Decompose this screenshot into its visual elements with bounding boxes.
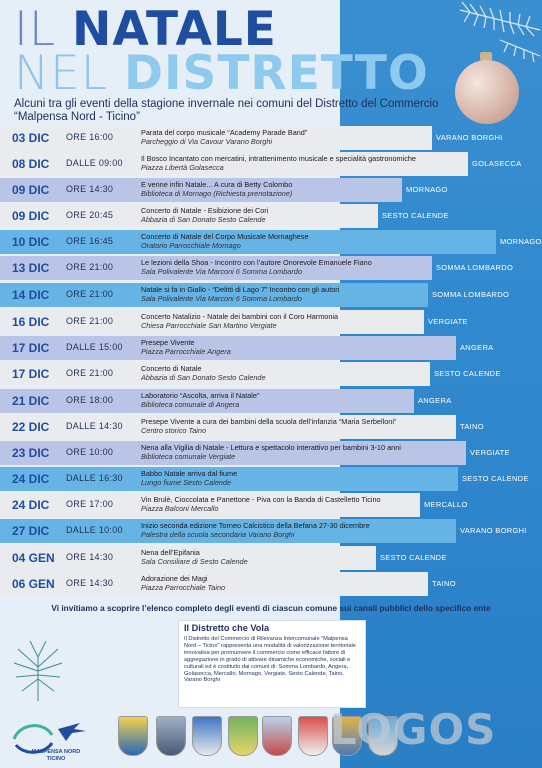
event-time: ORE 17:00	[66, 499, 114, 509]
event-row	[0, 519, 542, 543]
event-time: ORE 14:30	[66, 578, 114, 588]
event-location: Piazza Parrocchiale Angera	[141, 347, 231, 356]
event-town: VARANO BORGHI	[460, 526, 527, 535]
event-date: 10 DIC	[12, 235, 50, 249]
event-title: Laboratorio “Ascolta, arriva il Natale”	[141, 391, 260, 400]
event-town: MERCALLO	[424, 500, 468, 509]
event-row	[0, 362, 542, 386]
event-date: 14 DIC	[12, 288, 50, 302]
title-nel: NEL	[14, 46, 109, 101]
event-title: Concerto di Natale	[141, 364, 202, 373]
event-time: ORE 10:00	[66, 447, 114, 457]
event-time: DALLE 16:30	[66, 473, 123, 483]
event-date: 06 GEN	[12, 577, 55, 591]
event-date: 21 DIC	[12, 394, 50, 408]
event-date: 23 DIC	[12, 446, 50, 460]
event-description	[141, 469, 237, 487]
event-town: SOMMA LOMBARDO	[436, 263, 514, 272]
event-town: SESTO CALENDE	[382, 211, 449, 220]
event-date: 09 DIC	[12, 183, 50, 197]
event-location: Biblioteca comunale di Angera	[141, 400, 240, 409]
event-row	[0, 283, 542, 307]
event-time: ORE 18:00	[66, 395, 114, 405]
event-town: VERGIATE	[428, 317, 468, 326]
event-row	[0, 204, 542, 228]
event-row	[0, 493, 542, 517]
event-title: Concerto di Natale del Corpo Musicale Mornaghese	[141, 232, 309, 241]
event-town: TAINO	[460, 422, 484, 431]
event-time: DALLE 09:00	[66, 158, 123, 168]
event-date: 17 DIC	[12, 367, 50, 381]
event-time: DALLE 10:00	[66, 525, 123, 535]
event-location: Lungo fiume Sesto Calende	[141, 478, 232, 487]
event-time: ORE 14:30	[66, 552, 114, 562]
event-title: Presepe Vivente	[141, 338, 195, 347]
event-row	[0, 126, 542, 150]
info-box-text: Il Distretto del Commercio di Rilevanza Intercomunale “Malpensa Nord – Ticino” rappresenta una modalità di valorizzazione territoriale innovativa per promuovere il commercio come efficace fattore di aggregazione in grado di attivare dinamiche economiche, sociali e culturali ed è costituito dai comuni di: Somma Lombardo, Angera, Golasecca, Mercallo, Mornago, Vergiate, Sesto Calende, Taino, Varano Borghi	[184, 636, 356, 684]
event-town: GOLASECCA	[472, 159, 522, 168]
title-distretto: DISTRETTO	[124, 46, 429, 101]
event-town: VERGIATE	[470, 448, 510, 457]
title-il: IL	[14, 2, 57, 57]
event-title: Inizio seconda edizione Torneo Calcistico della Befana 27-30 dicembre	[141, 521, 370, 530]
title-natale: NATALE	[72, 2, 277, 57]
event-row	[0, 336, 542, 360]
event-description	[141, 154, 416, 172]
event-town: SESTO CALENDE	[434, 369, 501, 378]
event-title: Adorazione dei Magi	[141, 574, 208, 583]
event-date: 16 DIC	[12, 315, 50, 329]
event-title: Presepe Vivente a cura dei bambini della scuola dell’infanzia “Maria Serbelloni”	[141, 417, 397, 426]
event-location: Centro storico Taino	[141, 426, 207, 435]
logo-text	[28, 749, 84, 763]
event-location: Piazza Parrocchiale Taino	[141, 583, 226, 592]
event-row	[0, 310, 542, 334]
event-description	[141, 391, 259, 409]
event-description	[141, 258, 372, 276]
event-date: 08 DIC	[12, 157, 50, 171]
event-row	[0, 441, 542, 465]
event-location: Palestra della scuola secondaria Varano Borghi	[141, 530, 295, 539]
event-time: DALLE 14:30	[66, 421, 123, 431]
event-description	[141, 128, 307, 146]
event-location: Sala Consiliare di Sesto Calende	[141, 557, 248, 566]
event-description	[141, 312, 338, 330]
event-location: Sala Polivalente Via Marconi 6 Somma Lombardo	[141, 294, 302, 303]
event-time: ORE 21:00	[66, 289, 114, 299]
event-date: 13 DIC	[12, 261, 50, 275]
logo-line-2: TICINO	[46, 756, 66, 762]
event-time: DALLE 15:00	[66, 342, 123, 352]
event-description	[141, 495, 381, 513]
event-town: ANGERA	[460, 343, 494, 352]
event-row	[0, 178, 542, 202]
subtitle: Alcuni tra gli eventi della stagione invernale nei comuni del Distretto del Commercio “Malpensa Nord - Ticino”	[14, 98, 439, 123]
event-town: SESTO CALENDE	[462, 474, 529, 483]
crest-icon	[118, 716, 148, 756]
christmas-ornament-icon	[455, 60, 519, 124]
event-location: Parcheggio di Via Cavour Varano Borghi	[141, 137, 273, 146]
event-location: Biblioteca di Mornago (Richiesta prenotazione)	[141, 189, 293, 198]
crest-icon	[298, 716, 328, 756]
event-date: 22 DIC	[12, 420, 50, 434]
event-town: ANGERA	[418, 396, 452, 405]
event-time: ORE 14:30	[66, 184, 114, 194]
event-town: SOMMA LOMBARDO	[432, 290, 510, 299]
event-row	[0, 389, 542, 413]
event-location: Sala Polivalente Via Marconi 6 Somma Lombardo	[141, 267, 302, 276]
event-title: Nena alla Vigilia di Natale - Lettura e spettacolo interattivo per bambini 3-10 anni	[141, 443, 401, 452]
watermark: LOGOS	[330, 705, 497, 754]
event-time: ORE 21:00	[66, 316, 114, 326]
event-description	[141, 206, 268, 224]
event-title: Concerto di Natale - Esibizione dei Cori	[141, 206, 269, 215]
event-row	[0, 546, 542, 570]
event-title: Concerto Natalizio - Natale dei bambini con il Coro Harmonia	[141, 312, 339, 321]
event-description	[141, 574, 225, 592]
event-date: 03 DIC	[12, 131, 50, 145]
event-date: 24 DIC	[12, 498, 50, 512]
event-town: TAINO	[432, 579, 456, 588]
event-date: 09 DIC	[12, 209, 50, 223]
event-date: 17 DIC	[12, 341, 50, 355]
event-description	[141, 521, 370, 539]
event-location: Chiesa Parrocchiale San Martino Vergiate	[141, 321, 277, 330]
event-town: MORNAGO	[406, 185, 448, 194]
event-location: Abbazia di San Donato Sesto Calende	[141, 373, 266, 382]
invite-text: Vi invitiamo a scoprire l’elenco completo degli eventi di ciascun comune sui canali pubblici dello specifico ente	[51, 603, 491, 613]
event-time: ORE 16:00	[66, 132, 114, 142]
event-description	[141, 338, 231, 356]
event-time: ORE 16:45	[66, 236, 114, 246]
event-location: Oratorio Parrocchiale Mornago	[141, 241, 241, 250]
event-row	[0, 230, 542, 254]
event-row	[0, 572, 542, 596]
event-row	[0, 415, 542, 439]
crest-icon	[192, 716, 222, 756]
crest-icon	[262, 716, 292, 756]
event-location: Piazza Libertà Golasecca	[141, 163, 224, 172]
event-title: Natale si fa in Giallo - “Delitti di Lago 7” Incontro con gli autori	[141, 285, 340, 294]
event-town: VARANO BORGHI	[436, 133, 503, 142]
event-row	[0, 256, 542, 280]
event-location: Piazza Balconi Mercallo	[141, 504, 219, 513]
event-description	[141, 417, 396, 435]
event-date: 24 DIC	[12, 472, 50, 486]
event-time: ORE 21:00	[66, 368, 114, 378]
plant-icon	[8, 637, 68, 703]
event-time: ORE 20:45	[66, 210, 114, 220]
event-description	[141, 285, 339, 303]
event-description	[141, 364, 266, 382]
event-title: Parata del corpo musicale “Academy Parade Band”	[141, 128, 308, 137]
event-title: Vin Brulè, Cioccolata e Panettone - Piva con la Banda di Castelletto Ticino	[141, 495, 381, 504]
event-row	[0, 152, 542, 176]
event-description	[141, 180, 292, 198]
event-date: 27 DIC	[12, 524, 50, 538]
event-town: MORNAGO	[500, 237, 542, 246]
event-title: E venne infin Natale... A cura di Betty Colombo	[141, 180, 293, 189]
event-row	[0, 467, 542, 491]
crest-icon	[228, 716, 258, 756]
event-time: ORE 21:00	[66, 262, 114, 272]
event-town: SESTO CALENDE	[380, 553, 447, 562]
event-location: Abbazia di San Donato Sesto Calende	[141, 215, 266, 224]
logo-line-1: MALPENSA NORD	[31, 749, 81, 755]
event-description	[141, 548, 248, 566]
event-description	[141, 443, 401, 461]
crest-icon	[156, 716, 186, 756]
event-location: Biblioteca comunale Vergiate	[141, 452, 236, 461]
event-title: Il Bosco Incantato con mercatini, intrattenimento musicale e specialità gastronomiche	[141, 154, 416, 163]
title-line-2	[14, 46, 429, 101]
info-box-title: Il Distretto che Vola	[184, 623, 270, 633]
event-title: Nena dell’Epifania	[141, 548, 200, 557]
event-title: Le lezioni della Shoa - Incontro con l’autore Onorevole Emanuele Fiano	[141, 258, 372, 267]
event-date: 04 GEN	[12, 551, 55, 565]
event-description	[141, 232, 309, 250]
event-title: Babbo Natale arriva dal fiume	[141, 469, 238, 478]
